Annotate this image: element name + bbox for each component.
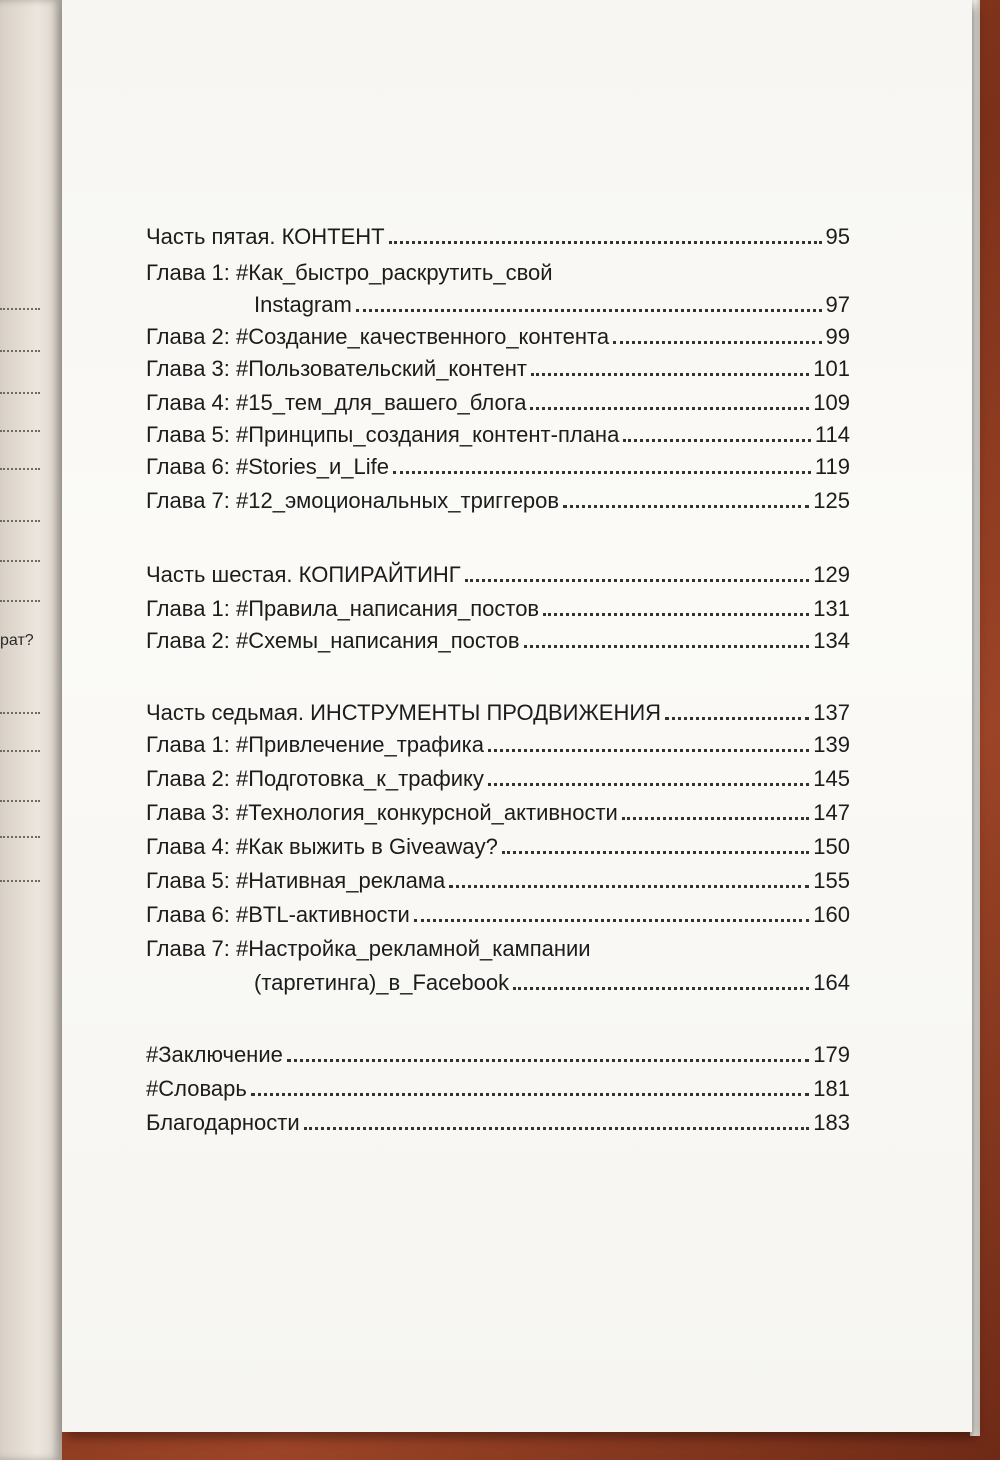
toc-entry-part [146, 696, 850, 726]
toc-entry-title: Глава 2: #Создание_качественного_контента [146, 324, 610, 349]
toc-entry-page: 164 [813, 970, 850, 995]
dot-leader [502, 851, 809, 854]
toc-entry-page: 101 [813, 356, 850, 381]
toc-entry-page: 150 [813, 834, 850, 859]
toc-entry-part [146, 558, 850, 588]
toc-entry-page: 119 [814, 454, 850, 479]
toc-entry-page: 145 [813, 766, 850, 791]
toc-entry-title: Глава 6: #Stories_и_Life [146, 454, 389, 479]
toc-entry-chapter [146, 796, 850, 826]
toc-entry-chapter [146, 624, 850, 654]
dot-leader [530, 407, 809, 410]
toc-entry-chapter [146, 256, 850, 286]
toc-entry-backmatter [146, 1072, 850, 1102]
dot-leader [0, 836, 40, 838]
toc-entry-chapter [146, 352, 850, 382]
dot-leader [0, 750, 40, 752]
dot-leader [543, 613, 809, 616]
toc-entry-title: Часть седьмая. ИНСТРУМЕНТЫ ПРОДВИЖЕНИЯ [146, 700, 662, 725]
dot-leader [488, 749, 809, 752]
toc-entry-chapter [146, 320, 850, 350]
toc-entry-page: 183 [813, 1110, 850, 1135]
toc-entry-page: 179 [813, 1042, 850, 1067]
toc-entry-title: Часть шестая. КОПИРАЙТИНГ [146, 562, 461, 587]
toc-entry-title: Глава 5: #Нативная_реклама [146, 868, 446, 893]
toc-entry-chapter [146, 762, 850, 792]
dot-leader [0, 800, 40, 802]
dot-leader [389, 241, 822, 244]
toc-entry-title: Instagram [254, 292, 352, 317]
toc-entry-chapter [146, 932, 850, 962]
toc-entry-chapter [146, 592, 850, 622]
dot-leader [251, 1093, 809, 1096]
toc-entry-page: 131 [813, 596, 850, 621]
dot-leader [0, 468, 40, 470]
toc-entry-chapter [146, 450, 850, 480]
toc-entry-title: Глава 2: #Схемы_написания_постов [146, 628, 520, 653]
toc-entry-title: Глава 4: #Как выжить в Giveaway? [146, 834, 498, 859]
toc-entry-chapter [146, 898, 850, 928]
toc-entry-title: Глава 7: #Настройка_рекламной_кампании [146, 936, 591, 961]
dot-leader [623, 439, 811, 442]
toc-entry-page: 125 [813, 488, 850, 513]
toc-entry-page: 129 [813, 562, 850, 587]
toc-entry-backmatter [146, 1038, 850, 1068]
dot-leader [0, 880, 40, 882]
toc-entry-page: 137 [813, 700, 850, 725]
toc-entry-page: 114 [814, 422, 850, 447]
toc-entry-title: Глава 1: #Как_быстро_раскрутить_свой [146, 260, 553, 285]
dot-leader [531, 373, 809, 376]
toc-entry-title: #Словарь [146, 1076, 247, 1101]
toc-entry-title: Глава 6: #BTL-активности [146, 902, 410, 927]
dot-leader [465, 579, 810, 582]
dot-leader [613, 341, 821, 344]
toc-entry-part [146, 220, 850, 250]
dot-leader [0, 308, 40, 310]
toc-entry-title: Глава 3: #Пользовательский_контент [146, 356, 527, 381]
toc-entry-page: 109 [813, 390, 850, 415]
dot-leader [449, 885, 809, 888]
dot-leader [0, 350, 40, 352]
dot-leader [622, 817, 809, 820]
toc-entry-continuation [146, 288, 850, 318]
toc-entry-title: Благодарности [146, 1110, 300, 1135]
toc-entry-page: 99 [825, 324, 850, 349]
toc-entry-page: 97 [825, 292, 850, 317]
toc-entry-title: Глава 2: #Подготовка_к_трафику [146, 766, 484, 791]
toc-entry-title: #Заключение [146, 1042, 283, 1067]
toc-entry-backmatter [146, 1106, 850, 1136]
toc-entry-chapter [146, 418, 850, 448]
dot-leader [356, 309, 822, 312]
dot-leader [0, 520, 40, 522]
toc-entry-page: 134 [813, 628, 850, 653]
dot-leader [0, 430, 40, 432]
dot-leader [524, 645, 810, 648]
dot-leader [665, 717, 809, 720]
toc-entry-title: Глава 3: #Технология_конкурсной_активности [146, 800, 618, 825]
toc-entry-chapter [146, 728, 850, 758]
toc-entry-page: 147 [813, 800, 850, 825]
toc-entry-page: 95 [825, 224, 850, 249]
toc-entry-page: 181 [813, 1076, 850, 1101]
dot-leader [393, 471, 811, 474]
toc-entry-page: 155 [813, 868, 850, 893]
dot-leader [488, 783, 809, 786]
toc-entry-title: Часть пятая. КОНТЕНТ [146, 224, 385, 249]
dot-leader [563, 505, 809, 508]
toc-entry-chapter [146, 386, 850, 416]
toc-entry-chapter [146, 830, 850, 860]
left-page-text-fragment: рат? [0, 632, 34, 649]
dot-leader [0, 600, 40, 602]
dot-leader [414, 919, 809, 922]
dot-leader [0, 560, 40, 562]
dot-leader [0, 712, 40, 714]
toc-entry-title: Глава 7: #12_эмоциональных_триггеров [146, 488, 560, 513]
toc-entry-title: Глава 1: #Привлечение_трафика [146, 732, 484, 757]
toc-entry-chapter [146, 864, 850, 894]
dot-leader [287, 1059, 809, 1062]
dot-leader [304, 1127, 810, 1130]
toc-entry-title: (таргетинга)_в_Facebook [254, 970, 510, 995]
toc-entry-continuation [146, 966, 850, 996]
toc-entry-title: Глава 1: #Правила_написания_постов [146, 596, 540, 621]
toc-entry-page: 160 [813, 902, 850, 927]
toc-entry-chapter [146, 484, 850, 514]
toc-entry-title: Глава 4: #15_тем_для_вашего_блога [146, 390, 527, 415]
left-page-edge [0, 0, 62, 1460]
dot-leader [0, 392, 40, 394]
toc-entry-title: Глава 5: #Принципы_создания_контент-плана [146, 422, 620, 447]
dot-leader [513, 987, 809, 990]
toc-entry-page: 139 [813, 732, 850, 757]
